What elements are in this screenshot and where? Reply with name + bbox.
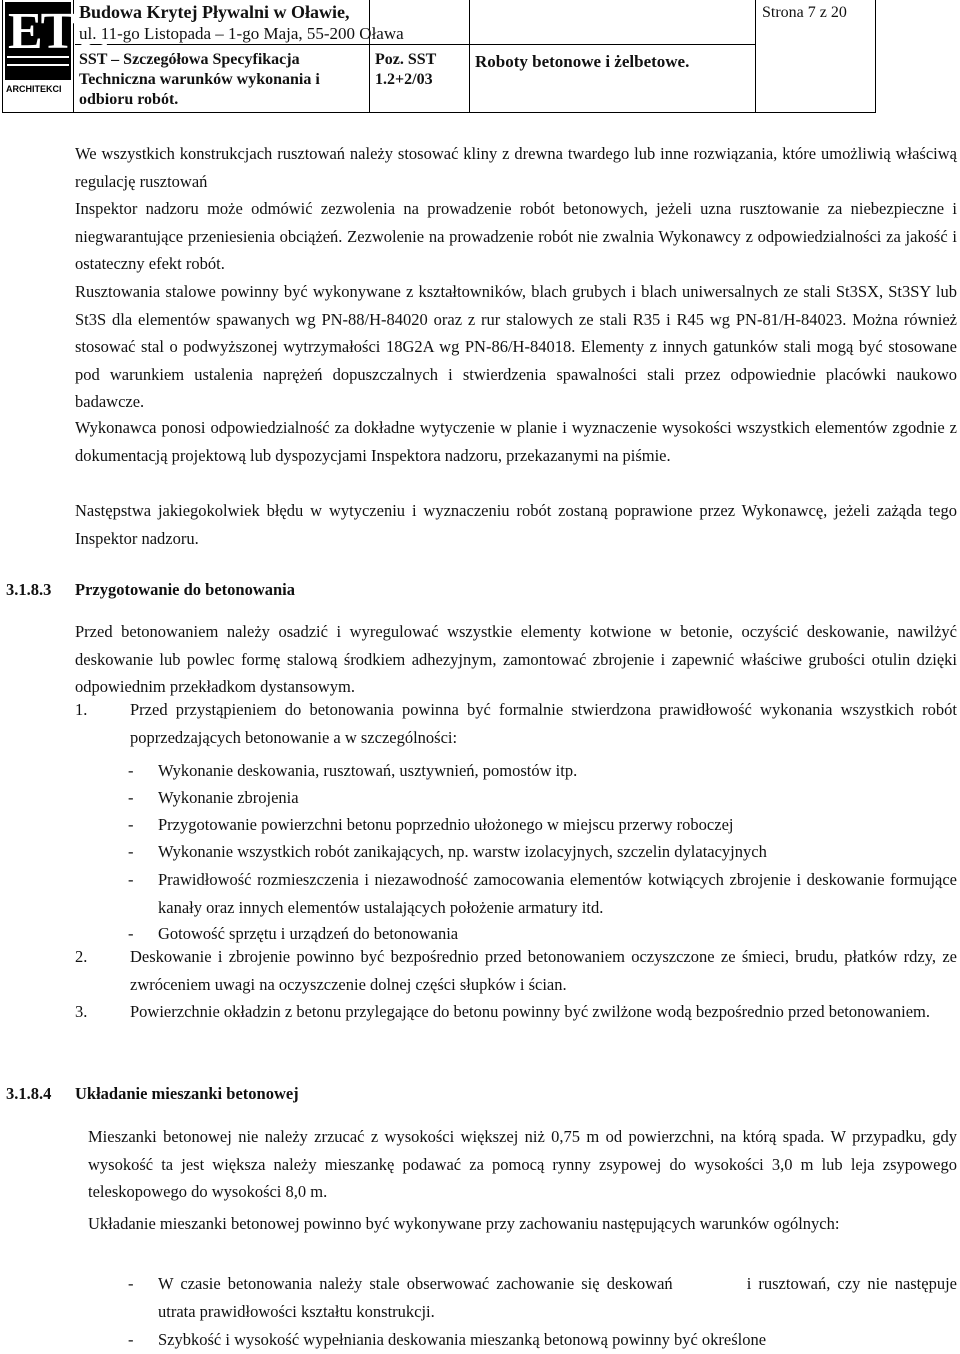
numbered-item [75,943,957,998]
dash-bullet: - [128,1274,134,1293]
list-item [128,1326,957,1354]
item-number: 1. [75,700,88,719]
list-item [128,757,957,785]
paragraph: Przed betonowaniem należy osadzić i wyregulować wszystkie elementy kotwione w betonie, oczyścić deskowanie, nawilżyć deskowanie lub powlec formę stalową środkiem adhezyjnym, zamontować zbrojenie i zapewnić właściwe grubości otulin dzięki odpowiednim przekładkom dystansowym. [75,622,957,697]
dash-bullet: - [128,761,134,780]
dash-bullet: - [128,1330,134,1349]
logo-text: ETC [8,3,109,60]
list-item-text: Wykonanie zbrojenia [158,788,299,807]
list-item-text: W czasie betonowania należy stale obserwować zachowanie się deskowań i rusztowań, czy nie następuje utrata prawidłowości kształtu konstrukcji. [158,1274,958,1321]
list-item-text: Prawidłowość rozmieszczenia i niezawodność zamocowania elementów kotwiących zbrojenie i deskowanie formujące kanały oraz innych elementów ustalających położenie armatury itd. [158,870,957,917]
project-address: ul. 11-go Listopada – 1-go Maja, 55-200 Oława [79,24,404,43]
section-number: 3.1.8.3 [6,580,52,599]
scope-title: Roboty betonowe i żelbetowe. [475,52,690,71]
item-text: Przed przystąpieniem do betonowania powinna być formalnie stwierdzona prawidłowość wykonania wszystkich robót poprzedzających betonowanie a w szczególności: [130,700,957,747]
dash-bullet: - [128,924,134,943]
list-item-text: Wykonanie wszystkich robót zanikających, np. warstw izolacyjnych, szczelin dylatacyjnych [158,842,767,861]
item-number: 3. [75,1002,88,1021]
paragraph: Układanie mieszanki betonowej powinno być wykonywane przy zachowaniu następujących warunków ogólnych: [88,1214,840,1233]
list-item [128,811,957,839]
spec-title-line3: odbioru robót. [79,91,179,108]
item-text: Powierzchnie okładzin z betonu przylegające do betonu powinny być zwilżone wodą bezpośrednio przed betonowaniem. [130,1002,930,1021]
list-item [128,866,957,921]
page-header [2,0,876,113]
dash-bullet: - [128,788,134,807]
section-title: Układanie mieszanki betonowej [75,1084,299,1103]
header-divider [755,0,756,112]
paragraph: Następstwa jakiegokolwiek błędu w wytyczeniu i wyznaczeniu robót zostaną poprawione przez Wykonawcę, jeżeli zażąda tego Inspektor nadzoru. [75,501,957,548]
list-item [128,1270,957,1325]
section-title: Przygotowanie do betonowania [75,580,295,599]
paragraph: Rusztowania stalowe powinny być wykonywane z kształtowników, blach grubych i blach uniwersalnych ze stali St3SX, St3SY lub St3S dla elementów spawanych wg PN-88/H-84020 oraz z rur stalowych ze stali R35 i R45 wg PN-81/H-84023. Można również stosować stal o podwyższonej wytrzymałości 18G2A wg PN-86/H-84018. Elementy z innych gatunków stali mogą być stosowane pod warunkiem ustalenia naprężeń dopuszczalnych i stwierdzenia spawalności stali przez odpowiednie placówki naukowo badawcze. [75,282,957,412]
paragraph: Mieszanki betonowej nie należy zrzucać z wysokości większej niż 0,75 m od powierzchni, na którą spada. W przypadku, gdy wysokość ta jest większa należy mieszankę podawać za pomocą rynny zsypowej do wysokości 3,0 m lub leja zsypowego teleskopowego do wysokości 8,0 m. [88,1127,957,1202]
section-heading [6,1084,299,1104]
list-item-text: Szybkość i wysokość wypełniania deskowania mieszanką betonową powinny być określone [158,1330,767,1349]
position-number: 1.2+2/03 [375,71,433,88]
position-label: Poz. SST [375,51,437,68]
logo-subtitle: ARCHITEKCI [6,84,62,94]
dash-bullet: - [128,815,134,834]
item-number: 2. [75,947,88,966]
section-heading [6,580,295,600]
numbered-item [75,696,957,751]
numbered-item [75,998,957,1026]
list-item [128,838,957,866]
list-item-text: Wykonanie deskowania, rusztowań, usztywnień, pomostów itp. [158,761,578,780]
page-number: Strona 7 z 20 [762,4,847,21]
list-item-text: Przygotowanie powierzchni betonu poprzednio ułożonego w miejscu przerwy roboczej [158,815,734,834]
project-title: Budowa Krytej Pływalni w Oławie, [79,2,350,22]
spec-title-line1: SST – Szczegółowa Specyfikacja [79,51,300,68]
paragraph: Inspektor nadzoru może odmówić zezwolenia na prowadzenie robót betonowych, jeżeli uzna rusztowanie za niebezpieczne i niegwarantujące przeniesienia obciążeń. Zezwolenie na prowadzenie robót nie zwalnia Wykonawcy z odpowiedzialności za jakość i ostateczny efekt robót. [75,199,957,274]
section-number: 3.1.8.4 [6,1084,52,1103]
item-text: Deskowanie i zbrojenie powinno być bezpośrednio przed betonowaniem oczyszczone ze śmieci, brudu, płatków rdzy, ze zwróceniem uwagi na oczyszczenie dolnej części słupków i ścian. [130,947,957,994]
dash-bullet: - [128,842,134,861]
dash-bullet: - [128,870,134,889]
header-divider [469,0,470,112]
spec-title-line2: Techniczna warunków wykonania i [79,71,320,88]
company-logo [5,2,109,80]
header-divider [75,44,755,45]
header-divider [369,0,370,112]
paragraph: We wszystkich konstrukcjach rusztowań należy stosować kliny z drewna twardego lub inne rozwiązania, które umożliwią właściwą regulację rusztowań [75,144,957,191]
paragraph: Wykonawca ponosi odpowiedzialność za dokładne wytyczenie w planie i wyznaczenie wysokości wszystkich elementów zgodnie z dokumentacją projektową lub dyspozycjami Inspektora nadzoru, przekazanymi na piśmie. [75,418,957,465]
list-item-text: Gotowość sprzętu i urządzeń do betonowania [158,924,459,943]
list-item [128,784,957,812]
